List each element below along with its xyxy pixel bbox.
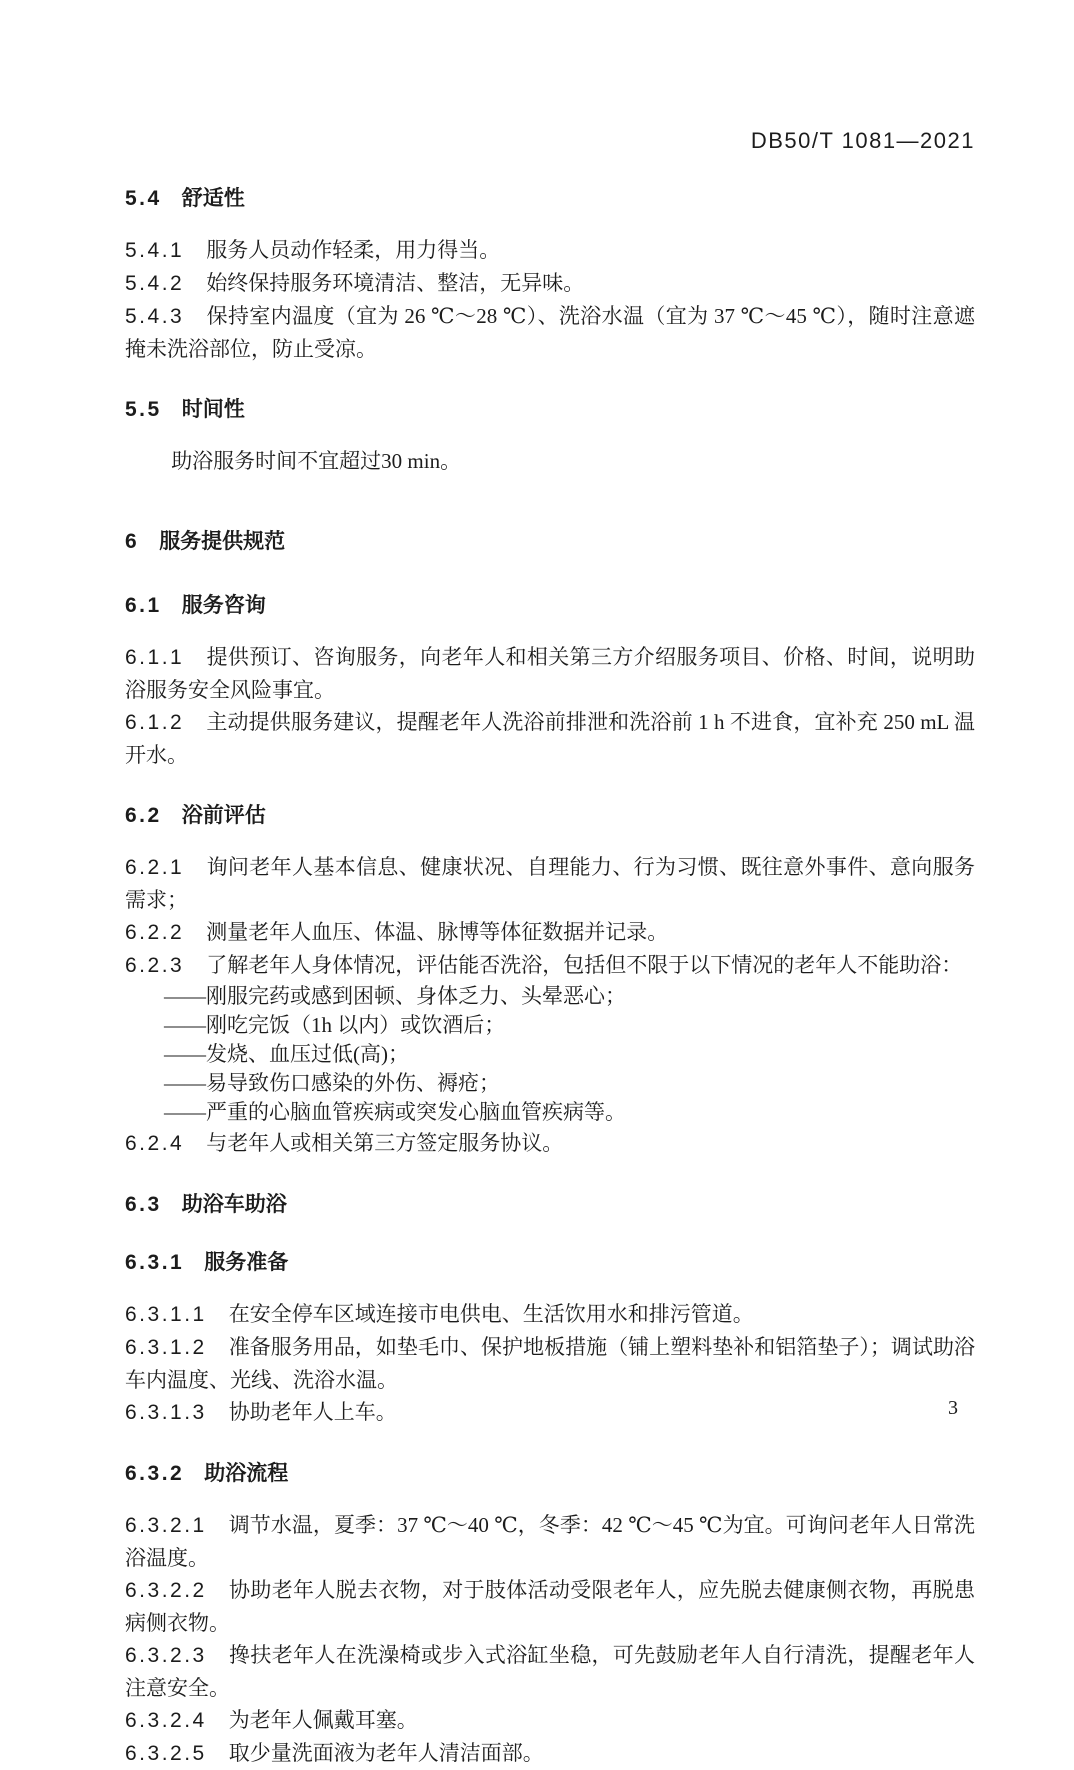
- clause-5-4-1: [125, 234, 975, 267]
- clause-text: 取少量洗面液为老年人清洁面部。: [228, 1741, 544, 1765]
- clause-6-3-2-4: [125, 1704, 975, 1737]
- clause-text: 协助老年人上车。: [228, 1400, 397, 1424]
- clause-6-2-4: [125, 1127, 975, 1160]
- clause-text: 与老年人或相关第三方签定服务协议。: [206, 1131, 564, 1155]
- clause-number: 6.2.2: [125, 921, 185, 944]
- clause-text: 了解老年人身体情况，评估能否洗浴，包括但不限于以下情况的老年人不能助浴：: [206, 953, 963, 977]
- chapter-heading-6: [125, 525, 975, 555]
- section-heading-6-3: [125, 1188, 975, 1218]
- clause-number: 6.1.1: [125, 646, 185, 669]
- clause-text: 保持室内温度（宜为 26 ℃～28 ℃）、洗浴水温（宜为 37 ℃～45 ℃），随时注意遮掩未洗浴部位，防止受凉。: [125, 304, 975, 361]
- clause-number: 6.3.1.2: [125, 1336, 207, 1359]
- chapter-title: 服务提供规范: [159, 530, 286, 553]
- clause-6-3-1-3: [125, 1396, 975, 1429]
- clause-number: 6.3.2.2: [125, 1579, 207, 1602]
- clause-text: 服务人员动作轻柔，用力得当。: [206, 238, 501, 262]
- clause-text: 搀扶老年人在洗澡椅或步入式浴缸坐稳，可先鼓励老年人自行清洗，提醒老年人注意安全。: [125, 1643, 975, 1700]
- clause-5-4-2: [125, 267, 975, 300]
- section-heading-6-2: [125, 799, 975, 829]
- section-title: 服务准备: [204, 1251, 289, 1274]
- clause-6-3-2-1: [125, 1509, 975, 1574]
- clause-number: 6.3.2.3: [125, 1644, 207, 1667]
- section-number: 5.5: [125, 398, 162, 421]
- clause-number: 6.3.2.4: [125, 1709, 207, 1732]
- clause-number: 6.2.3: [125, 954, 185, 977]
- standard-number-header: DB50/T 1081—2021: [750, 128, 975, 153]
- clause-text: 提供预订、咨询服务，向老年人和相关第三方介绍服务项目、价格、时间，说明助浴服务安全风险事宜。: [125, 645, 975, 702]
- dash-item-4: ——易导致伤口感染的外伤、褥疮；: [164, 1071, 500, 1095]
- section-title: 助浴流程: [204, 1462, 289, 1485]
- section-number: 6.2: [125, 804, 162, 827]
- paragraph-5-5: 助浴服务时间不宜超过30 min。: [171, 449, 462, 473]
- section-title: 浴前评估: [181, 804, 266, 827]
- clause-text: 测量老年人血压、体温、脉博等体征数据并记录。: [206, 920, 669, 944]
- chapter-number: 6: [125, 530, 140, 553]
- section-heading-6-3-2: [125, 1457, 975, 1487]
- clause-text: 为老年人佩戴耳塞。: [228, 1708, 418, 1732]
- clause-number: 5.4.2: [125, 272, 185, 295]
- clause-6-3-2-3: [125, 1639, 975, 1704]
- clause-number: 6.1.2: [125, 711, 185, 734]
- dash-item-2: ——刚吃完饭（1h 以内）或饮酒后；: [164, 1013, 506, 1037]
- section-number: 5.4: [125, 187, 162, 210]
- dash-item-3: ——发烧、血压过低(高)；: [164, 1042, 409, 1066]
- clause-text: 主动提供服务建议，提醒老年人洗浴前排泄和洗浴前 1 h 不进食，宜补充 250 mL 温开水。: [125, 710, 975, 767]
- section-number: 6.1: [125, 594, 162, 617]
- clause-number: 6.2.4: [125, 1132, 185, 1155]
- clause-6-3-1-2: [125, 1331, 975, 1396]
- clause-6-2-2: [125, 916, 975, 949]
- clause-6-1-1: [125, 641, 975, 706]
- section-number: 6.3.1: [125, 1251, 185, 1274]
- clause-6-3-2-5: [125, 1737, 975, 1770]
- section-heading-5-4: [125, 182, 975, 212]
- section-title: 服务咨询: [181, 594, 266, 617]
- section-title: 舒适性: [181, 187, 245, 210]
- section-number: 6.3: [125, 1193, 162, 1216]
- clause-6-3-1-1: [125, 1298, 975, 1331]
- page-number: 3: [948, 1397, 958, 1419]
- dash-item-5: ——严重的心脑血管疾病或突发心脑血管疾病等。: [164, 1100, 626, 1124]
- clause-text: 在安全停车区域连接市电供电、生活饮用水和排污管道。: [228, 1302, 754, 1326]
- clause-6-3-2-2: [125, 1574, 975, 1639]
- clause-text: 调节水温，夏季：37 ℃～40 ℃，冬季：42 ℃～45 ℃为宜。可询问老年人日常洗浴温度。: [125, 1513, 975, 1570]
- clause-5-4-3: [125, 300, 975, 365]
- section-heading-6-3-1: [125, 1246, 975, 1276]
- clause-number: 5.4.3: [125, 305, 185, 328]
- section-title: 助浴车助浴: [181, 1193, 287, 1216]
- clause-number: 6.3.1.1: [125, 1303, 207, 1326]
- clause-6-1-2: [125, 706, 975, 771]
- clause-text: 准备服务用品，如垫毛巾、保护地板措施（铺上塑料垫补和铝箔垫子）；调试助浴车内温度、光线、洗浴水温。: [125, 1335, 975, 1392]
- section-number: 6.3.2: [125, 1462, 185, 1485]
- clause-number: 6.3.1.3: [125, 1401, 207, 1424]
- section-heading-5-5: [125, 393, 975, 423]
- clause-number: 5.4.1: [125, 239, 185, 262]
- clause-6-2-1: [125, 851, 975, 916]
- clause-number: 6.2.1: [125, 856, 185, 879]
- clause-6-2-3: [125, 949, 975, 982]
- dash-item-1: ——刚服完药或感到困顿、身体乏力、头晕恶心；: [164, 984, 626, 1008]
- clause-number: 6.3.2.1: [125, 1514, 207, 1537]
- clause-text: 始终保持服务环境清洁、整洁，无异味。: [206, 271, 585, 295]
- clause-text: 协助老年人脱去衣物，对于肢体活动受限老年人，应先脱去健康侧衣物，再脱患病侧衣物。: [125, 1578, 975, 1635]
- clause-text: 询问老年人基本信息、健康状况、自理能力、行为习惯、既往意外事件、意向服务需求；: [125, 855, 975, 912]
- section-title: 时间性: [181, 398, 245, 421]
- section-heading-6-1: [125, 589, 975, 619]
- clause-number: 6.3.2.5: [125, 1742, 207, 1765]
